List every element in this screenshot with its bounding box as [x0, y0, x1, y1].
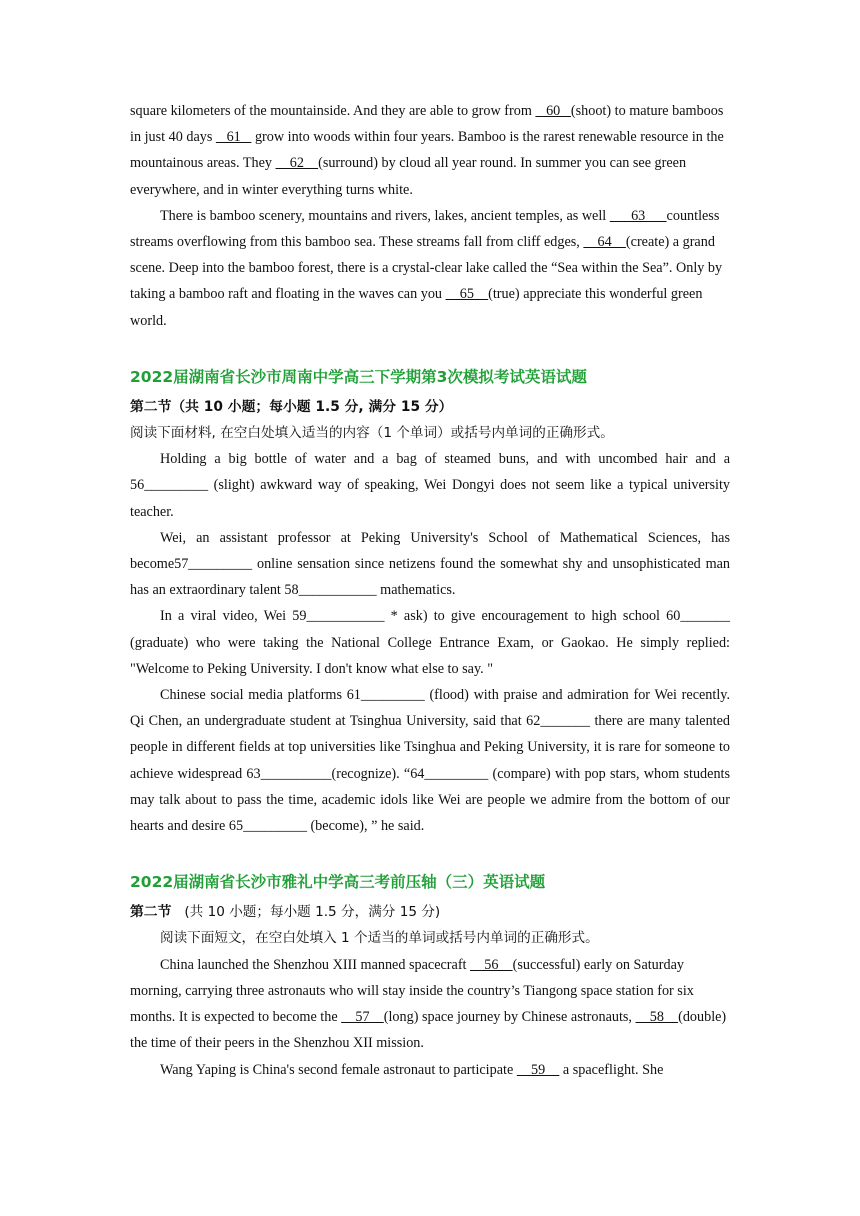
- text: square kilometers of the mountainside. And they are able to grow from: [130, 103, 536, 119]
- text: Wang Yaping is China's second female astronaut to participate: [160, 1061, 517, 1078]
- text: (true) appreciate this wonderful green world.: [130, 286, 703, 329]
- section-title: 2022届湖南省长沙市雅礼中学高三考前压轴（三）英语试题: [130, 873, 546, 892]
- section-title: 2022届湖南省长沙市周南中学高三下学期第3次模拟考试英语试题: [130, 367, 587, 386]
- document-page: [130, 98, 730, 1083]
- blank-62[interactable]: 62: [275, 155, 319, 172]
- passage-paragraph: Chinese social media platforms 61_________ (flood) with praise and admiration for Wei recently. Qi Chen, an undergraduate student at Tsinghua University, said that 62_______ there are many talented people in different fields at top universities like Tsinghua and Peking University, it is rare for someone to achieve widespread 63__________(recognize). “64_________ (compare) with pop stars, whom students may talk about to pass the time, academic idols like Wei are people we admire from the bottom of our hearts and desire 65_________ (become), ” he said.: [130, 687, 730, 835]
- text: (create) a grand scene. Deep into the bamboo forest, there is a crystal-clear lake called the “Sea within the Sea”. Only by taking a bamboo raft and floating in the waves can you: [130, 234, 723, 303]
- blank-64[interactable]: 64: [583, 234, 626, 251]
- section-subheading: [130, 899, 730, 925]
- blank-59[interactable]: 59: [516, 1061, 560, 1078]
- text: (surround) by cloud all year round. In summer you can see green everywhere, and in winter everything turns white.: [130, 155, 687, 198]
- text: (long) space journey by Chinese astronauts,: [383, 1009, 636, 1026]
- text: There is bamboo scenery, mountains and rivers, lakes, ancient temples, as well: [160, 207, 610, 224]
- instruction: 阅读下面材料, 在空白处填入适当的内容（1 个单词）或括号内单词的正确形式。: [130, 425, 614, 442]
- text: China launched the Shenzhou XIII manned spacecraft: [160, 956, 471, 973]
- text: (double) the time of their peers in the Shenzhou XII mission.: [130, 1009, 727, 1052]
- blank-58[interactable]: 58: [635, 1009, 679, 1026]
- passage-paragraph: [130, 952, 730, 1057]
- instruction: 阅读下面短文，在空白处填入 1 个适当的单词或括号内单词的正确形式。: [160, 930, 599, 947]
- passage-paragraph: [130, 98, 730, 203]
- text: (successful) early on Saturday morning, carrying three astronauts who will stay inside the country’s Tiangong space station for six months. It is expected to become the: [130, 956, 694, 1026]
- text: countless streams overflowing from this bamboo sea. These streams fall from cliff edges,: [130, 207, 720, 251]
- blank-57[interactable]: 57: [341, 1009, 384, 1026]
- text: grow into woods within four years. Bamboo is the rarest renewable resource in the mountainous areas. They: [130, 129, 724, 172]
- passage-paragraph: [130, 1057, 730, 1083]
- subheading-detail: (共 10 小题；每小题 1.5 分，满分 15 分): [171, 904, 441, 921]
- blank-61[interactable]: 61: [215, 129, 252, 146]
- text: a spaceflight. She: [559, 1061, 664, 1078]
- blank-56[interactable]: 56: [470, 956, 513, 973]
- passage-paragraph: Holding a big bottle of water and a bag of steamed buns, and with uncombed hair and a 56_________ (slight) awkward way of speaking, Wei Dongyi does not seem like a typical university teacher.: [130, 451, 730, 520]
- text: (shoot) to mature bamboos in just 40 days: [130, 103, 724, 146]
- passage-paragraph: Wei, an assistant professor at Peking University's School of Mathematical Sciences, has become57_________ online sensation since netizens found the somewhat shy and unsophisticated man has an extraordinary talent 58___________ mathematics.: [130, 529, 730, 599]
- passage-paragraph: [130, 203, 730, 334]
- subheading-label: 第二节: [130, 904, 172, 921]
- section-subheading: 第二节（共 10 小题；每小题 1.5 分, 满分 15 分）: [130, 398, 453, 415]
- blank-63[interactable]: 63: [609, 207, 667, 224]
- blank-60[interactable]: 60: [535, 103, 571, 119]
- passage-paragraph: In a viral video, Wei 59___________ * ask) to give encouragement to high school 60_______ (graduate) who were taking the National College Entrance Exam, or Gaokao. He simply replied: "Welcome to Peking University. I don't know what else to say. ": [130, 608, 730, 677]
- blank-65[interactable]: 65: [445, 286, 489, 303]
